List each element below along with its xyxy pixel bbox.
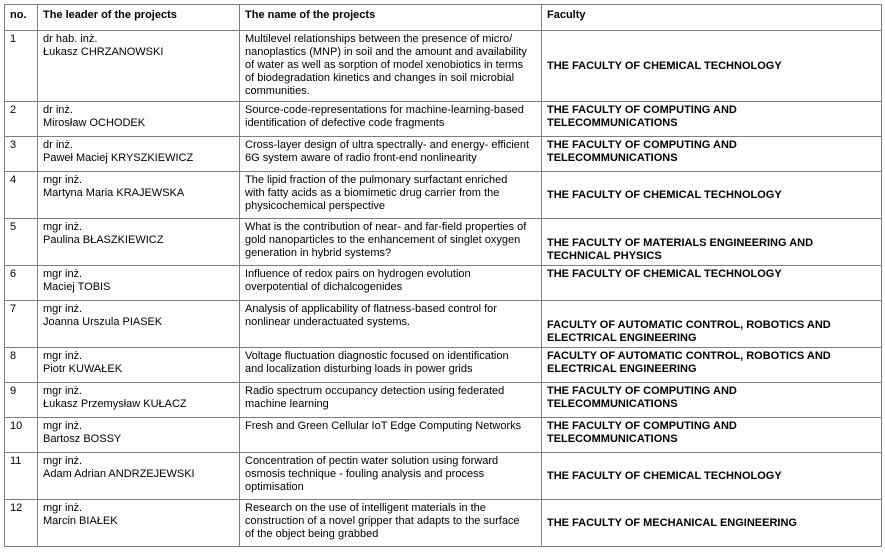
row-number: 8 — [5, 348, 38, 383]
leader-cell — [38, 172, 240, 219]
text-line: and localization disturbing loads in power grids — [245, 363, 473, 375]
row-number: 9 — [5, 383, 38, 418]
row-number: 3 — [5, 137, 38, 172]
leader-cell — [38, 453, 240, 500]
text-line: nonlinear underactuated systems. — [245, 316, 411, 328]
faculty-cell: THE FACULTY OF MECHANICAL ENGINEERING — [542, 500, 882, 547]
leader-title: dr hab. inż. — [43, 33, 98, 45]
text-line: TELECOMMUNICATIONS — [547, 398, 678, 410]
project-name-cell — [240, 102, 542, 137]
leader-cell — [38, 219, 240, 266]
row-number: 6 — [5, 266, 38, 301]
leader-title: mgr inż. — [43, 455, 83, 467]
text-line: Voltage fluctuation diagnostic focused on identification — [245, 350, 509, 362]
faculty-cell — [542, 219, 882, 266]
leader-name: Marcin BIAŁEK — [43, 515, 118, 527]
header-faculty: Faculty — [542, 5, 882, 31]
leader-cell — [38, 102, 240, 137]
project-name-cell — [240, 348, 542, 383]
text-line: TELECOMMUNICATIONS — [547, 433, 678, 445]
text-line: generation in hybrid systems? — [245, 247, 392, 259]
project-name-cell — [240, 137, 542, 172]
faculty-cell: THE FACULTY OF CHEMICAL TECHNOLOGY — [542, 31, 882, 102]
table-row — [5, 172, 882, 219]
leader-title: mgr inż. — [43, 420, 83, 432]
leader-name: Paulina BŁASZKIEWICZ — [43, 234, 164, 246]
text-line: of biodegradation kinetics and changes in soil microbial — [245, 72, 515, 84]
text-line: What is the contribution of near- and far-field properties of — [245, 221, 527, 233]
row-number: 5 — [5, 219, 38, 266]
faculty-cell — [542, 102, 882, 137]
text-line: THE FACULTY OF COMPUTING AND — [547, 385, 737, 397]
faculty-cell — [542, 137, 882, 172]
table-row — [5, 301, 882, 348]
leader-title: dr inż. — [43, 139, 73, 151]
project-name-cell — [240, 172, 542, 219]
text-line: FACULTY OF AUTOMATIC CONTROL, ROBOTICS AND — [547, 319, 831, 331]
text-line: construction of a novel gripper that adapts to the surface — [245, 515, 520, 527]
text-line: TELECOMMUNICATIONS — [547, 152, 678, 164]
text-line: Concentration of pectin water solution using forward — [245, 455, 499, 467]
leader-title: mgr inż. — [43, 268, 83, 280]
leader-name: Bartosz BOSSY — [43, 433, 122, 445]
leader-cell — [38, 383, 240, 418]
faculty-cell — [542, 418, 882, 453]
table-row — [5, 31, 882, 102]
text-line: Fresh and Green Cellular IoT Edge Computing Networks — [245, 420, 522, 432]
faculty-cell: THE FACULTY OF CHEMICAL TECHNOLOGY — [542, 266, 882, 301]
row-number: 2 — [5, 102, 38, 137]
project-name-cell — [240, 418, 542, 453]
header-project-name: The name of the projects — [240, 5, 542, 31]
leader-cell — [38, 418, 240, 453]
leader-cell — [38, 137, 240, 172]
table-row — [5, 418, 882, 453]
table-row — [5, 102, 882, 137]
project-name-cell — [240, 31, 542, 102]
header-leader: The leader of the projects — [38, 5, 240, 31]
leader-cell — [38, 301, 240, 348]
text-line: Multilevel relationships between the presence of micro/ — [245, 33, 513, 45]
text-line: gold nanoparticles to the enhancement of singlet oxygen — [245, 234, 521, 246]
text-line: TELECOMMUNICATIONS — [547, 117, 678, 129]
row-number: 12 — [5, 500, 38, 547]
leader-name: Martyna Maria KRAJEWSKA — [43, 187, 185, 199]
leader-name: Paweł Maciej KRYSZKIEWICZ — [43, 152, 194, 164]
text-line: THE FACULTY OF MATERIALS ENGINEERING AND — [547, 237, 814, 249]
text-line: ELECTRICAL ENGINEERING — [547, 363, 697, 375]
project-name-cell — [240, 383, 542, 418]
leader-cell — [38, 31, 240, 102]
text-line: osmosis technique - fouling analysis and process — [245, 468, 485, 480]
leader-name: Maciej TOBIS — [43, 281, 111, 293]
project-name-cell — [240, 453, 542, 500]
table-row — [5, 348, 882, 383]
table-row — [5, 500, 882, 547]
leader-title: mgr inż. — [43, 350, 83, 362]
leader-name: Joanna Urszula PIASEK — [43, 316, 163, 328]
leader-title: mgr inż. — [43, 174, 83, 186]
text-line: Influence of redox pairs on hydrogen evolution — [245, 268, 471, 280]
text-line: THE FACULTY OF COMPUTING AND — [547, 139, 737, 151]
header-no: no. — [5, 5, 38, 31]
text-line: nanoplastics (MNP) in soil and the amount and availability — [245, 46, 527, 58]
project-name-cell — [240, 301, 542, 348]
text-line: of water as well as sorption of model xenobiotics in terms — [245, 59, 524, 71]
leader-cell — [38, 500, 240, 547]
projects-table — [4, 4, 882, 547]
text-line: machine learning — [245, 398, 329, 410]
faculty-cell — [542, 301, 882, 348]
text-line: 6G system aware of radio front-end nonlinearity — [245, 152, 477, 164]
text-line: THE FACULTY OF COMPUTING AND — [547, 420, 737, 432]
row-number: 10 — [5, 418, 38, 453]
faculty-cell: THE FACULTY OF CHEMICAL TECHNOLOGY — [542, 453, 882, 500]
row-number: 1 — [5, 31, 38, 102]
text-line: identification of defective code fragments — [245, 117, 445, 129]
faculty-cell: THE FACULTY OF CHEMICAL TECHNOLOGY — [542, 172, 882, 219]
faculty-cell — [542, 383, 882, 418]
text-line: THE FACULTY OF COMPUTING AND — [547, 104, 737, 116]
text-line: of the object being grabbed — [245, 528, 379, 540]
row-number: 4 — [5, 172, 38, 219]
text-line: communities. — [245, 85, 310, 97]
text-line: FACULTY OF AUTOMATIC CONTROL, ROBOTICS AND — [547, 350, 831, 362]
table-row — [5, 137, 882, 172]
leader-title: mgr inż. — [43, 502, 83, 514]
text-line: Research on the use of intelligent materials in the — [245, 502, 486, 514]
text-line: physicochemical perspective — [245, 200, 386, 212]
project-name-cell — [240, 219, 542, 266]
leader-name: Łukasz CHRZANOWSKI — [43, 46, 164, 58]
table-row — [5, 219, 882, 266]
leader-name: Adam Adrian ANDRZEJEWSKI — [43, 468, 195, 480]
leader-title: mgr inż. — [43, 385, 83, 397]
text-line: TECHNICAL PHYSICS — [547, 250, 662, 262]
project-name-cell — [240, 500, 542, 547]
text-line: Analysis of applicability of flatness-based control for — [245, 303, 497, 315]
leader-name: Łukasz Przemysław KUŁACZ — [43, 398, 187, 410]
row-number: 7 — [5, 301, 38, 348]
leader-title: mgr inż. — [43, 303, 83, 315]
text-line: Source-code-representations for machine-learning-based — [245, 104, 524, 116]
table-row — [5, 266, 882, 301]
text-line: overpotential of dichalcogenides — [245, 281, 403, 293]
text-line: Cross-layer design of ultra spectrally- and energy- efficient — [245, 139, 530, 151]
text-line: optimisation — [245, 481, 304, 493]
faculty-cell — [542, 348, 882, 383]
row-number: 11 — [5, 453, 38, 500]
text-line: Radio spectrum occupancy detection using federated — [245, 385, 505, 397]
table-row — [5, 453, 882, 500]
leader-cell — [38, 266, 240, 301]
table-row — [5, 383, 882, 418]
header-row — [5, 5, 882, 31]
leader-name: Piotr KUWAŁEK — [43, 363, 123, 375]
leader-title: mgr inż. — [43, 221, 83, 233]
text-line: The lipid fraction of the pulmonary surfactant enriched — [245, 174, 508, 186]
leader-name: Mirosław OCHODEK — [43, 117, 146, 129]
leader-cell — [38, 348, 240, 383]
text-line: ELECTRICAL ENGINEERING — [547, 332, 697, 344]
project-name-cell — [240, 266, 542, 301]
leader-title: dr inż. — [43, 104, 73, 116]
text-line: with fatty acids as a biomimetic drug carrier from the — [245, 187, 500, 199]
